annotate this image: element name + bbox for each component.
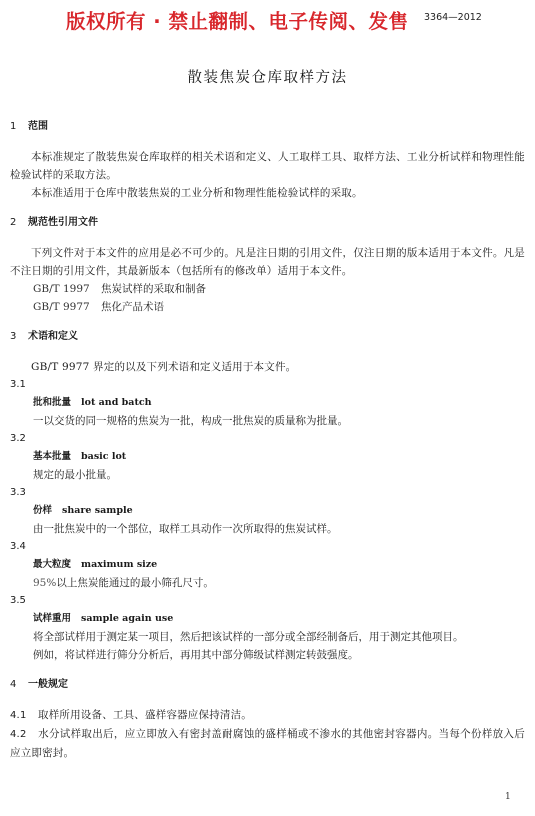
term-definition: 将全部试样用于测定某一项目，然后把该试样的一部分或全部经制备后，用于测定其他项目。 bbox=[33, 631, 464, 643]
term-name: 最大粒度 maximum size bbox=[33, 559, 158, 570]
term-number: 3.1 bbox=[10, 379, 26, 390]
term-number: 3.4 bbox=[10, 541, 26, 552]
term-name: 试样重用 sample again use bbox=[33, 613, 174, 624]
term-name: 批和批量 lot and batch bbox=[33, 397, 152, 408]
term-definition: 95%以上焦炭能通过的最小筛孔尺寸。 bbox=[33, 577, 214, 589]
term-number: 3.3 bbox=[10, 487, 26, 498]
document-body bbox=[10, 118, 525, 762]
reference-item: GB/T 9977 焦化产品术语 bbox=[33, 301, 164, 313]
term-definition: 由一批焦炭中的一个部位，取样工具动作一次所取得的焦炭试样。 bbox=[33, 523, 338, 535]
paragraph: 本标准规定了散装焦炭仓库取样的相关术语和定义、人工取样工具、取样方法、工业分析试样和物理性能检验试样的采取方法。 bbox=[10, 151, 525, 181]
section-heading-terms: 3 术语和定义 bbox=[10, 331, 78, 342]
paragraph: 下列文件对于本文件的应用是必不可少的。凡是注日期的引用文件，仅注日期的版本适用于本文件。凡是不注日期的引用文件，其最新版本（包括所有的修改单）适用于本文件。 bbox=[10, 247, 525, 277]
term-number: 3.2 bbox=[10, 433, 26, 444]
term-definition: 一以交货的同一规格的焦炭为一批，构成一批焦炭的质量称为批量。 bbox=[33, 415, 348, 427]
paragraph: 本标准适用于仓库中散装焦炭的工业分析和物理性能检验试样的采取。 bbox=[31, 187, 363, 199]
standard-number: 3364—2012 bbox=[424, 12, 482, 23]
section-heading-general-rules: 4 一般规定 bbox=[10, 679, 68, 690]
section-heading-normative-references: 2 规范性引用文件 bbox=[10, 217, 98, 228]
paragraph: GB/T 9977 界定的以及下列术语和定义适用于本文件。 bbox=[31, 361, 297, 373]
clause: 4.2 水分试样取出后，应立即放入有密封盖耐腐蚀的盛样桶或不渗水的其他密封容器内。当每个份样放入后应立即密封。 bbox=[10, 728, 525, 759]
term-definition: 规定的最小批量。 bbox=[33, 469, 117, 481]
term-name: 份样 share sample bbox=[33, 505, 133, 516]
term-example: 例如，将试样进行筛分分析后，再用其中部分筛级试样测定转鼓强度。 bbox=[33, 649, 359, 661]
section-heading-scope: 1 范围 bbox=[10, 121, 48, 132]
term-name: 基本批量 basic lot bbox=[33, 451, 127, 462]
reference-item: GB/T 1997 焦炭试样的采取和制备 bbox=[33, 283, 206, 295]
clause: 4.1 取样所用设备、工具、盛样容器应保持清洁。 bbox=[10, 709, 252, 721]
document-title: 散装焦炭仓库取样方法 bbox=[187, 70, 348, 86]
term-number: 3.5 bbox=[10, 595, 26, 606]
copyright-watermark: 版权所有 · 禁止翻制、电子传阅、发售 bbox=[66, 10, 409, 33]
page-number: 1 bbox=[505, 792, 511, 802]
